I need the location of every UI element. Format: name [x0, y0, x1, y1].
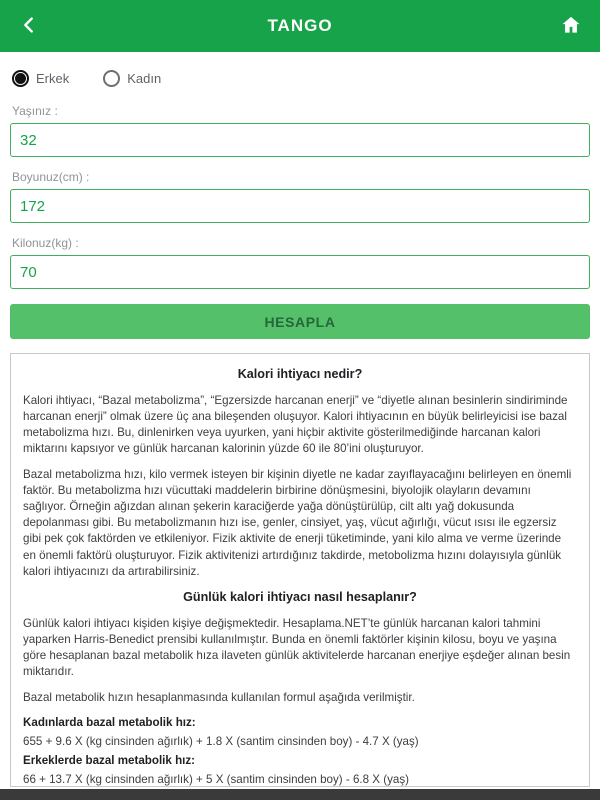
- bottom-bar: [0, 789, 600, 800]
- article-paragraph-3: Günlük kalori ihtiyacı kişiden kişiye değişmektedir. Hesaplama.NET’te günlük harcanan kalori tahmini yaparken Harris-Benedict prensibi kullanılmıştır. Bunda en önemli faktörler kişinin kilosu, boyu ve yaşına göre hesaplanan bazal metabolik hıza ilaveten günlük aktivitelerde harcanan enerjiye eşdeğer alınan besin miktarıdır.: [23, 616, 571, 679]
- info-article: [10, 353, 590, 787]
- height-input[interactable]: [10, 189, 590, 223]
- home-button[interactable]: [554, 9, 588, 43]
- main-content: [0, 52, 600, 789]
- radio-male-label: Erkek: [36, 71, 70, 86]
- article-paragraph-1: Kalori ihtiyacı, “Bazal metabolizma”, “Egzersizde harcanan enerji” ve “diyetle alınan besinlerin sindiriminde harcanan enerji” olmak üzere üç ana bileşenden oluşuyor. Kalori ihtiyacının en büyük belirleyicisi ise bazal metabolizma hızı. Bu, dinlenirken veya uyurken, yani hiçbir aktivite gösterilmediğinde harcanan kalori miktarını kapsıyor ve günlük harcanan kalorinin yüzde 60 ile 80’ini oluşturuyor.: [23, 393, 568, 456]
- height-label: Boyunuz(cm) :: [12, 170, 90, 184]
- home-icon: [560, 14, 582, 39]
- radio-option-female[interactable]: [103, 70, 161, 87]
- weight-label: Kilonuz(kg) :: [12, 236, 79, 250]
- chevron-left-icon: [18, 14, 40, 39]
- article-heading-1: Kalori ihtiyacı nedir?: [237, 367, 363, 381]
- age-input[interactable]: [10, 123, 590, 157]
- men-formula: 66 + 13.7 X (kg cinsinden ağırlık) + 5 X (santim cinsinden boy) - 6.8 X (yaş): [23, 773, 409, 787]
- weight-input[interactable]: [10, 255, 590, 289]
- height-field: [10, 170, 590, 223]
- calculate-button[interactable]: HESAPLA: [10, 304, 590, 339]
- back-button[interactable]: [12, 9, 46, 43]
- weight-field: [10, 236, 590, 289]
- men-formula-title: Erkeklerde bazal metabolik hız:: [23, 754, 196, 768]
- radio-male-icon[interactable]: [12, 70, 29, 87]
- app-header: [0, 0, 600, 52]
- gender-radio-group: [12, 70, 588, 87]
- women-formula: 655 + 9.6 X (kg cinsinden ağırlık) + 1.8 X (santim cinsinden boy) - 4.7 X (yaş): [23, 734, 419, 748]
- article-heading-2: Günlük kalori ihtiyacı nasıl hesaplanır?: [183, 590, 417, 605]
- radio-female-label: Kadın: [127, 71, 162, 86]
- women-formula-title: Kadınlarda bazal metabolik hız:: [23, 715, 196, 729]
- article-paragraph-4: Bazal metabolik hızın hesaplanmasında kullanılan formul aşağıda verilmiştir.: [23, 690, 415, 704]
- page-title: TANGO: [267, 16, 333, 35]
- radio-female-icon[interactable]: [103, 70, 120, 87]
- article-paragraph-2: Bazal metabolizma hızı, kilo vermek isteyen bir kişinin diyetle ne kadar zayıflayacağını belirleyen en önemli faktör. Bu metabolizma hızı vücuttaki maddelerin birbirine dönüşmesini, biyolojik olayların devamını sağlıyor. Örneğin ağızdan alınan şekerin karaciğerde yağa dönüştürülüp, cilt altı yağ dokusunda depolanması gibi. Bu metabolizmanın hızı ise, genler, cinsiyet, yaş, vücut ağırlığı, vücut ısısı ile egzersiz gibi pek çok faktörden ve etkileniyor. Fizik aktivite de enerji tüketiminde, yani kilo alma ve verme üzerinde en önemli faktörü oluşturuyor. Fizik aktivitenizi artırdığınız takdirde, metobolizma hızını dolayısıyla günlük kalori ihtiyacınızı da artırabilirsiniz.: [23, 467, 572, 578]
- age-field: [10, 104, 590, 157]
- age-label: Yaşınız :: [12, 104, 58, 118]
- radio-option-male[interactable]: [12, 70, 69, 87]
